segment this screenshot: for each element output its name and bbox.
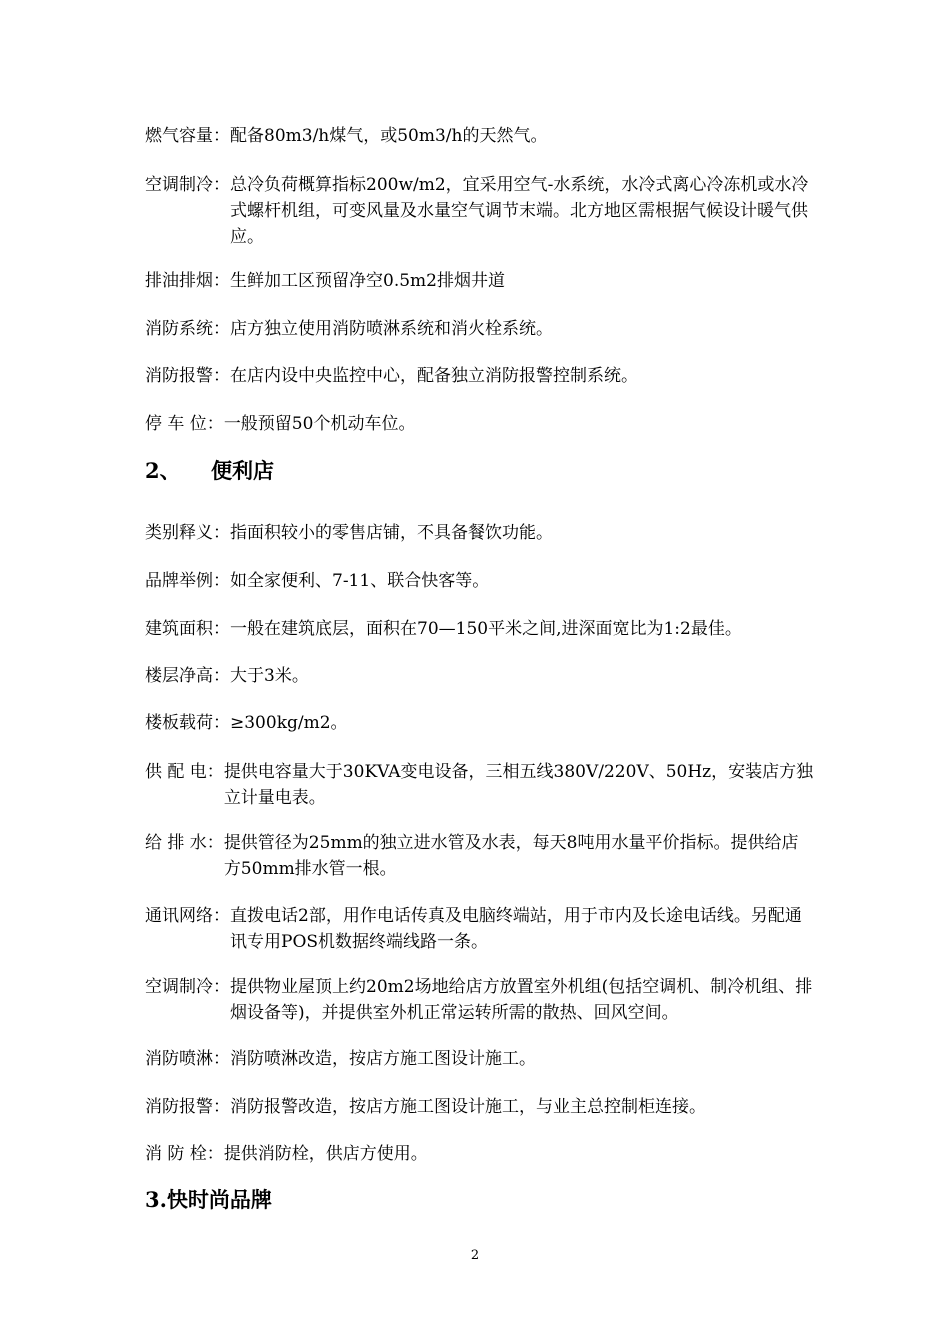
spec-label: 楼板载荷： bbox=[145, 713, 230, 733]
spec-row-fire-system bbox=[145, 316, 815, 342]
spec-text: 消防报警改造，按店方施工图设计施工，与业主总控制柜连接。 bbox=[230, 1097, 706, 1117]
spec-label: 排油排烟： bbox=[145, 271, 230, 291]
spec-row-building-area bbox=[145, 616, 815, 642]
spec-text: 店方独立使用消防喷淋系统和消火栓系统。 bbox=[230, 319, 553, 339]
spec-text: 提供消防栓，供店方使用。 bbox=[223, 1144, 428, 1164]
spec-label: 停 车 位： bbox=[145, 414, 224, 434]
section-3-heading: 3.快时尚品牌 bbox=[145, 1187, 272, 1212]
spec-label: 给 排 水： bbox=[145, 833, 224, 853]
spec-row-air-conditioning-2 bbox=[145, 974, 815, 1026]
spec-row-floor-height bbox=[145, 663, 815, 689]
spec-text: 一般在建筑底层，面积在70—150平米之间,进深面宽比为1:2最佳。 bbox=[230, 619, 742, 639]
spec-text: 大于3米。 bbox=[230, 666, 309, 686]
spec-text: 提供物业屋顶上约20m2场地给店方放置室外机组(包括空调机、制冷机组、排烟设备等)，并提供室外机正常运转所需的散热、回风空间。 bbox=[230, 977, 813, 1023]
spec-row-sprinkler bbox=[145, 1046, 815, 1072]
spec-label: 空调制冷： bbox=[145, 175, 230, 195]
spec-row-air-conditioning bbox=[145, 172, 815, 250]
spec-row-fire-alarm-2 bbox=[145, 1094, 815, 1120]
spec-row-hydrant bbox=[145, 1141, 815, 1167]
spec-label: 消 防 栓： bbox=[145, 1144, 224, 1164]
spec-label: 类别释义： bbox=[145, 523, 230, 543]
spec-text: 提供电容量大于30KVA变电设备，三相五线380V/220V、50Hz，安装店方独立计量电表。 bbox=[223, 762, 814, 808]
spec-row-parking bbox=[145, 411, 815, 437]
spec-label: 空调制冷： bbox=[145, 977, 230, 997]
spec-row-communication bbox=[145, 903, 815, 955]
spec-row-fire-alarm bbox=[145, 363, 815, 389]
spec-text: 一般预留50个机动车位。 bbox=[223, 414, 416, 434]
spec-row-water-supply bbox=[145, 830, 815, 882]
spec-row-gas-capacity bbox=[145, 123, 815, 149]
spec-label: 燃气容量： bbox=[145, 126, 230, 146]
spec-text: 提供管径为25mm的独立进水管及水表，每天8吨用水量平价指标。提供给店方50mm排水管一根。 bbox=[223, 833, 799, 879]
spec-label: 消防系统： bbox=[145, 319, 230, 339]
spec-row-floor-load bbox=[145, 710, 815, 736]
spec-label: 消防报警： bbox=[145, 366, 230, 386]
spec-text: 指面积较小的零售店铺，不具备餐饮功能。 bbox=[230, 523, 553, 543]
section-2-heading bbox=[145, 456, 274, 486]
spec-label: 消防报警： bbox=[145, 1097, 230, 1117]
spec-text: 直拨电话2部，用作电话传真及电脑终端站，用于市内及长途电话线。另配通讯专用POS机数据终端线路一条。 bbox=[230, 906, 802, 952]
spec-label: 通讯网络： bbox=[145, 906, 230, 926]
spec-row-power-supply bbox=[145, 759, 815, 811]
spec-label: 消防喷淋： bbox=[145, 1049, 230, 1069]
spec-text: ≥300kg/m2。 bbox=[230, 713, 348, 733]
spec-text: 消防喷淋改造，按店方施工图设计施工。 bbox=[230, 1049, 536, 1069]
spec-text: 如全家便利、7-11、联合快客等。 bbox=[230, 571, 490, 591]
spec-row-brand-examples bbox=[145, 568, 815, 594]
spec-label: 品牌举例： bbox=[145, 571, 230, 591]
spec-text: 配备80m3/h煤气，或50m3/h的天然气。 bbox=[230, 126, 548, 146]
spec-text: 生鲜加工区预留净空0.5m2排烟井道 bbox=[230, 271, 505, 291]
spec-label: 供 配 电： bbox=[145, 762, 224, 782]
spec-label: 建筑面积： bbox=[145, 619, 230, 639]
section-title: 便利店 bbox=[211, 458, 274, 483]
spec-row-category-definition bbox=[145, 520, 815, 546]
section-number: 2、 bbox=[145, 458, 181, 483]
spec-row-exhaust bbox=[145, 268, 815, 294]
spec-text: 在店内设中央监控中心，配备独立消防报警控制系统。 bbox=[230, 366, 638, 386]
spec-text: 总冷负荷概算指标200w/m2，宜采用空气-水系统，水冷式离心冷冻机或水冷式螺杆机组，可变风量及水量空气调节末端。北方地区需根据气候设计暖气供应。 bbox=[230, 175, 809, 247]
page-number: 2 bbox=[470, 1248, 480, 1263]
spec-label: 楼层净高： bbox=[145, 666, 230, 686]
